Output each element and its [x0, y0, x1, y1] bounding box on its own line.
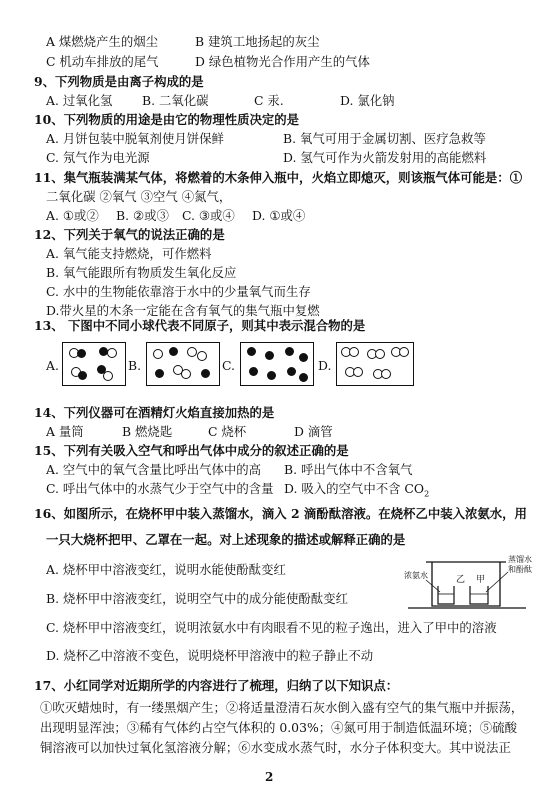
q13-label-c: C. — [222, 358, 235, 373]
q10-option-a: A. 月饼包装中脱氧剂使月饼保鲜 — [46, 131, 224, 146]
q10-option-d: D. 氢气可作为火箭发射用的高能燃料 — [283, 150, 487, 165]
q16-stem-line2: 一只大烧杯把甲、乙罩在一起。对上述现象的描述或解释正确的是 — [46, 532, 406, 547]
q11-option-a: A. ①或② — [46, 208, 99, 223]
q9-option-b: B. 二氧化碳 — [142, 93, 209, 108]
q11-option-d: D. ①或④ — [252, 208, 306, 223]
q16-option-b: B. 烧杯甲中溶液变红，说明空气中的成分能使酚酞变红 — [46, 591, 348, 606]
q12-option-a: A. 氧气能支持燃烧，可作燃料 — [46, 246, 212, 261]
q12-option-b: B. 氧气能跟所有物质发生氧化反应 — [46, 265, 237, 280]
q17-line-2: 出现明显浑浊；③稀有气体约占空气体积的 0.03%；④氮可用于制造低温环境；⑤硫酸 — [40, 720, 517, 735]
q9-option-c: C 汞. — [254, 93, 284, 108]
q12-stem: 12、下列关于氧气的说法正确的是 — [34, 227, 225, 242]
q16-option-d: D. 烧杯乙中溶液不变色，说明烧杯甲溶液中的粒子静止不动 — [46, 648, 374, 663]
label-concentrated-ammonia: 浓氨水 — [404, 571, 428, 580]
q10-option-b: B. 氧气可用于金属切割、医疗急救等 — [283, 131, 486, 146]
q11-option-b: B. ②或③ — [116, 208, 169, 223]
q16-option-a: A. 烧杯甲中溶液变红，说明水能使酚酞变红 — [46, 562, 286, 577]
label-beaker-jia: 甲 — [476, 575, 486, 585]
q15-option-c: C. 呼出气体中的水蒸气少于空气中的含量 — [46, 481, 274, 496]
q13-figure-b — [146, 342, 220, 386]
q14-option-a: A 量筒 — [46, 424, 84, 439]
q12-option-d: D.带火星的木条一定能在含有氧气的集气瓶中复燃 — [46, 303, 320, 318]
q17-stem: 17、小红同学对近期所学的内容进行了梳理，归纳了以下知识点： — [34, 678, 399, 693]
q9-stem: 9、下列物质是由离子构成的是 — [34, 74, 204, 89]
q13-label-a: A. — [46, 358, 59, 373]
page-number: 2 — [265, 770, 274, 784]
q13-label-b: B. — [128, 358, 142, 373]
label-phenolphthalein: 和酚酞 — [508, 565, 532, 574]
q12-option-c: C. 水中的生物能依靠溶于水中的少量氧气而生存 — [46, 284, 311, 299]
q14-option-c: C 烧杯 — [208, 424, 247, 439]
q16-stem: 16、如图所示，在烧杯甲中装入蒸馏水，滴入 2 滴酚酞溶液。在烧杯乙中装入浓氨水，用 — [34, 506, 527, 521]
q10-stem: 10、下列物质的用途是由它的物理性质决定的是 — [34, 112, 300, 127]
q13-figure-a — [62, 342, 126, 386]
q13-figure-c — [240, 342, 314, 386]
q13-label-d: D. — [318, 358, 332, 373]
q14-stem: 14、下列仪器可在酒精灯火焰直接加热的是 — [34, 405, 275, 420]
q15-option-a: A. 空气中的氧气含量比呼出气体中的高 — [46, 462, 262, 477]
q16-option-c: C. 烧杯甲中溶液变红，说明浓氨水中有肉眼看不见的粒子逸出，进入了甲中的溶液 — [46, 620, 497, 635]
q11-stem: 11、集气瓶装满某气体，将燃着的木条伸入瓶中，火焰立即熄灭，则该瓶气体可能是：① — [34, 170, 523, 185]
q11-option-c: C. ③或④ — [182, 208, 235, 223]
q8-option-b: B 建筑工地扬起的灰尘 — [195, 34, 320, 49]
q10-option-c: C. 氖气作为电光源 — [46, 150, 150, 165]
q9-option-a: A. 过氧化氢 — [46, 93, 113, 108]
q13-figure-d — [336, 342, 414, 386]
q15-option-b: B. 呼出气体中不含氧气 — [284, 462, 413, 477]
q15-stem: 15、下列有关吸入空气和呼出气体中成分的叙述正确的是 — [34, 443, 349, 458]
q17-line-1: ①吹灭蜡烛时，有一缕黑烟产生；②将适量澄清石灰水倒入盛有空气的集气瓶中并振荡， — [40, 700, 524, 715]
q8-option-c: C 机动车排放的尾气 — [46, 54, 159, 69]
q15-option-d: D. 吸入的空气中不含 $CO_2$ — [284, 481, 430, 499]
q9-option-d: D. 氯化钠 — [340, 93, 395, 108]
label-distilled-water: 蒸馏水 — [508, 555, 532, 564]
q17-line-3: 铜溶液可以加快过氧化氢溶液分解；⑥水变成水蒸气时，水分子体积变大。其中说法正 — [40, 740, 511, 755]
q14-option-d: D 滴管 — [294, 424, 333, 439]
q8-option-d: D 绿色植物光合作用产生的气体 — [195, 54, 370, 69]
q14-option-b: B 燃烧匙 — [122, 424, 173, 439]
beaker-apparatus-figure — [404, 552, 534, 614]
q11-stem-line2: 二氧化碳 ②氧气 ③空气 ④氮气， — [46, 189, 232, 204]
q13-stem: 13、 下图中不同小球代表不同原子，则其中表示混合物的是 — [34, 318, 366, 333]
q8-option-a: A 煤燃烧产生的烟尘 — [46, 34, 159, 49]
label-beaker-yi: 乙 — [456, 575, 466, 585]
